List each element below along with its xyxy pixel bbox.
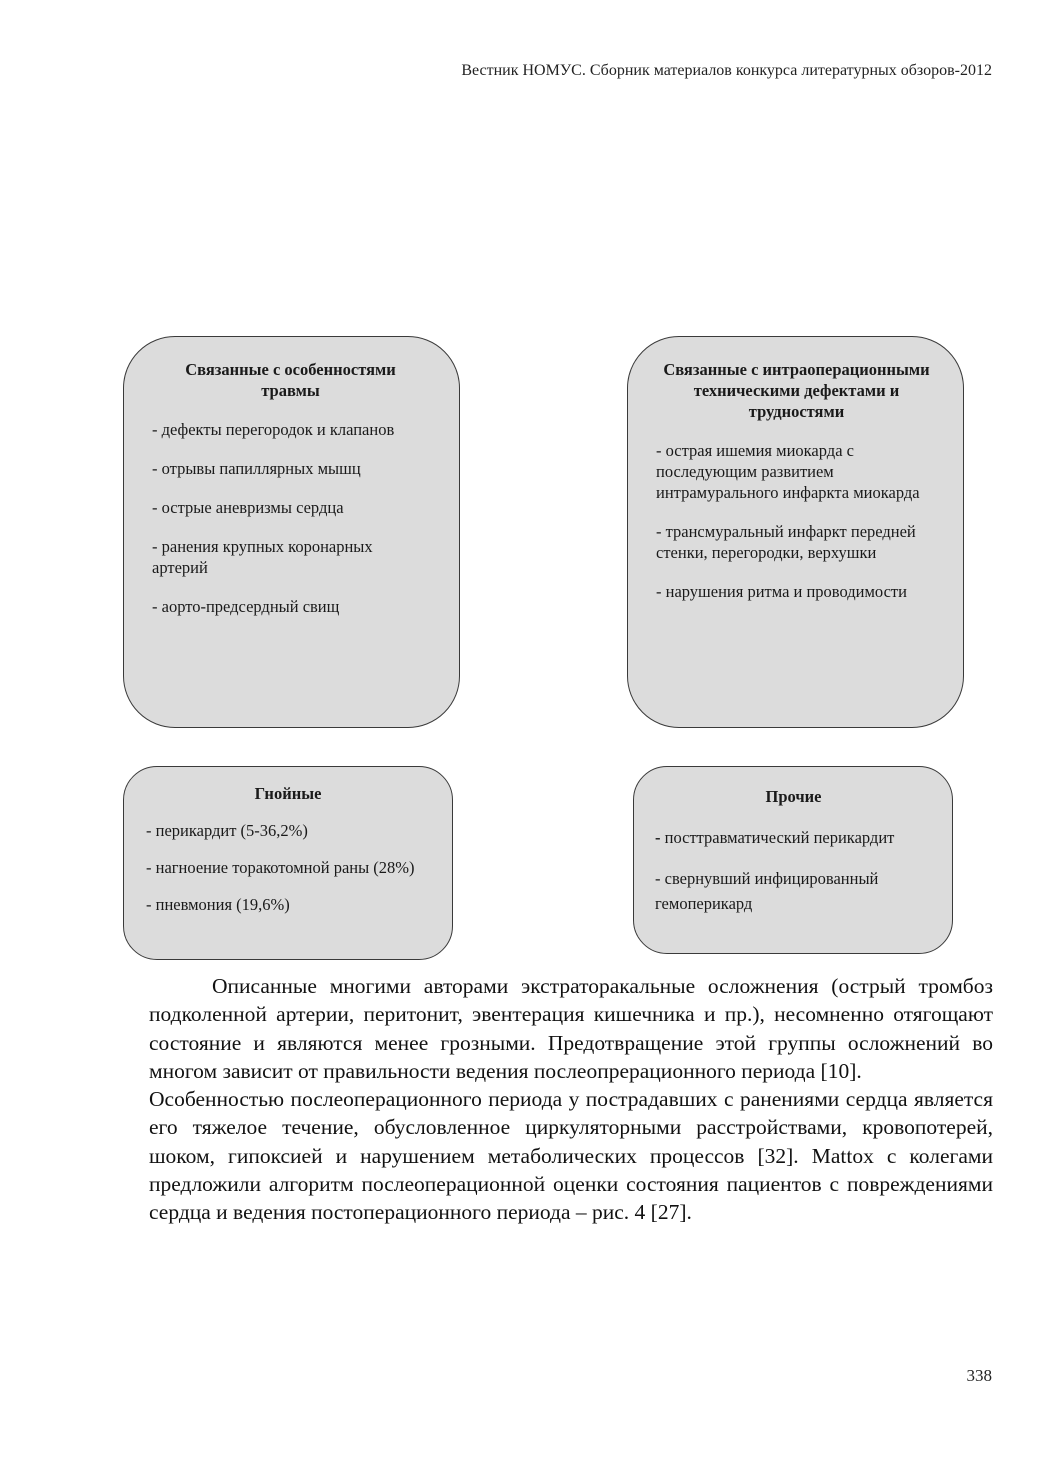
- paragraph: Описанные многими авторами экстраторакальные осложнения (острый тромбоз подколенной артерии, перитонит, эвентерация кишечника и пр.), несомненно отягощают состояние и являются менее грозными. Предотвращение этой группы осложнений во многом зависит от правильности ведения послеопрерационного периода [10].: [149, 974, 993, 1083]
- list-item: - нарушения ритма и проводимости: [656, 582, 907, 601]
- box-trauma-complications: [123, 336, 460, 728]
- box-title: Гнойные: [254, 784, 322, 803]
- list-item: [655, 825, 932, 850]
- page-number: 338: [966, 1366, 992, 1385]
- list-item: - дефекты перегородок и клапанов: [152, 420, 395, 439]
- list-item: - свернувший инфицированный гемоперикард: [655, 869, 879, 913]
- box-title: Связанные с интраоперационными техническими дефектами и трудностями: [663, 360, 930, 421]
- list-item: - аорто-предсердный свищ: [152, 597, 340, 616]
- list-item: - ранения крупных коронарных артерий: [152, 537, 373, 577]
- body-text: [149, 972, 993, 1227]
- list-item: - отрывы папиллярных мышц: [152, 459, 361, 478]
- running-header: Вестник НОМУС. Сборник материалов конкурса литературных обзоров-2012: [461, 62, 992, 79]
- list-item: - пневмония (19,6%): [146, 895, 290, 914]
- box-title: Связанные с особенностями травмы: [185, 360, 396, 400]
- item-dash: -: [655, 828, 661, 847]
- list-item: - трансмуральный инфаркт передней стенки, перегородки, верхушки: [656, 522, 916, 562]
- item-text: посттравматический перикардит: [660, 828, 895, 847]
- box-intraoperative-complications: [627, 336, 964, 728]
- box-title: Прочие: [765, 787, 822, 806]
- paragraph: Особенностью послеоперационного периода у пострадавших с ранениями сердца является его тяжелое течение, обусловленное циркуляторными расстройствами, кровопотерей, шоком, гипоксией и нарушением метаболических процессов [32]. Mattox с колегами предложили алгоритм послеоперационной оценки состояния пациентов с повреждениями сердца и ведения постоперационного периода – рис. 4 [27].: [149, 1087, 993, 1225]
- box-purulent-complications: [123, 766, 453, 960]
- list-item: - острая ишемия миокарда с последующим развитием интрамурального инфаркта миокарда: [656, 441, 920, 502]
- list-item: - перикардит (5-36,2%): [146, 821, 308, 840]
- list-item: - острые аневризмы сердца: [152, 498, 344, 517]
- list-item: - нагноение торакотомной раны (28%): [146, 858, 415, 877]
- box-other-complications: [633, 766, 953, 954]
